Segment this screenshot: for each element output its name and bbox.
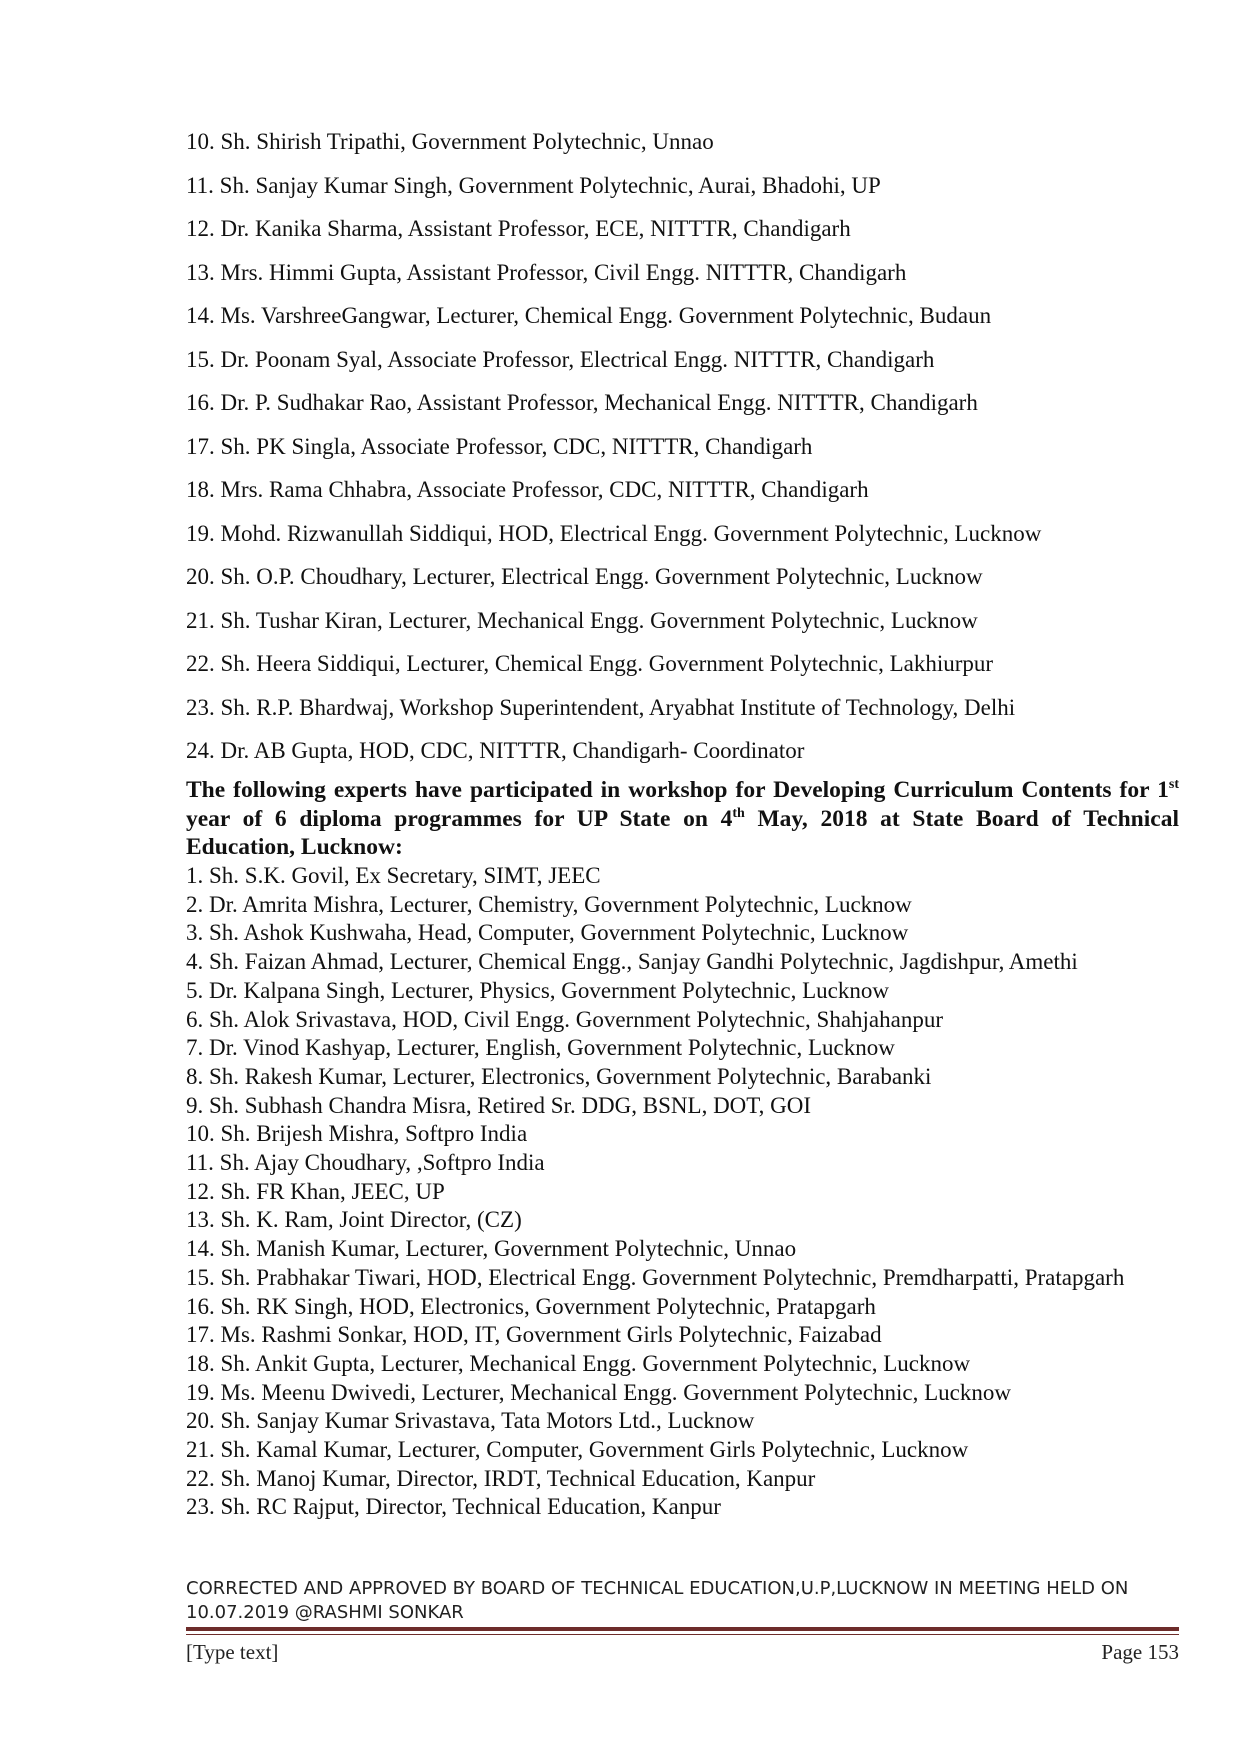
list-item: 18. Sh. Ankit Gupta, Lecturer, Mechanical Engg. Government Polytechnic, Lucknow bbox=[186, 1350, 971, 1376]
list-item: 3. Sh. Ashok Kushwaha, Head, Computer, Government Polytechnic, Lucknow bbox=[186, 920, 909, 946]
list-item: 16. Sh. RK Singh, HOD, Electronics, Government Polytechnic, Pratapgarh bbox=[186, 1293, 876, 1319]
list-item: 22. Sh. Manoj Kumar, Director, IRDT, Technical Education, Kanpur bbox=[186, 1465, 816, 1491]
list-item: 13. Sh. K. Ram, Joint Director, (CZ) bbox=[186, 1207, 522, 1233]
list-item: 6. Sh. Alok Srivastava, HOD, Civil Engg. Government Polytechnic, Shahjahanpur bbox=[186, 1006, 943, 1032]
workshop-expert-list bbox=[186, 862, 1179, 1522]
list-item: 21. Sh. Tushar Kiran, Lecturer, Mechanical Engg. Government Polytechnic, Lucknow bbox=[186, 607, 978, 633]
list-item: 12. Dr. Kanika Sharma, Assistant Professor, ECE, NITTTR, Chandigarh bbox=[186, 216, 851, 241]
list-item: 16. Dr. P. Sudhakar Rao, Assistant Professor, Mechanical Engg. NITTTR, Chandigarh bbox=[186, 390, 978, 415]
approval-note: CORRECTED AND APPROVED BY BOARD OF TECHNICAL EDUCATION,U.P,LUCKNOW IN MEETING HELD ON 10.07.2019 @RASHMI SONKAR bbox=[186, 1578, 1129, 1623]
list-item: 9. Sh. Subhash Chandra Misra, Retired Sr. DDG, BSNL, DOT, GOI bbox=[186, 1092, 812, 1118]
list-item: 15. Dr. Poonam Syal, Associate Professor, Electrical Engg. NITTTR, Chandigarh bbox=[186, 346, 935, 372]
list-item: 24. Dr. AB Gupta, HOD, CDC, NITTTR, Chandigarh- Coordinator bbox=[186, 738, 805, 763]
list-item: 8. Sh. Rakesh Kumar, Lecturer, Electronics, Government Polytechnic, Barabanki bbox=[186, 1063, 932, 1089]
list-item: 4. Sh. Faizan Ahmad, Lecturer, Chemical Engg., Sanjay Gandhi Polytechnic, Jagdishpur, Amethi bbox=[186, 949, 1078, 975]
list-item: 5. Dr. Kalpana Singh, Lecturer, Physics, Government Polytechnic, Lucknow bbox=[186, 977, 889, 1003]
list-item: 7. Dr. Vinod Kashyap, Lecturer, English, Government Polytechnic, Lucknow bbox=[186, 1035, 895, 1061]
list-item: 1. Sh. S.K. Govil, Ex Secretary, SIMT, JEEC bbox=[186, 863, 601, 888]
page-number: Page 153 bbox=[1101, 1640, 1179, 1664]
list-item: 13. Mrs. Himmi Gupta, Assistant Professor, Civil Engg. NITTTR, Chandigarh bbox=[186, 259, 907, 285]
list-item: 18. Mrs. Rama Chhabra, Associate Professor, CDC, NITTTR, Chandigarh bbox=[186, 477, 869, 502]
list-item: 23. Sh. RC Rajput, Director, Technical Education, Kanpur bbox=[186, 1494, 721, 1520]
list-item: 14. Sh. Manish Kumar, Lecturer, Government Polytechnic, Unnao bbox=[186, 1236, 797, 1262]
list-item: 10. Sh. Brijesh Mishra, Softpro India bbox=[186, 1121, 528, 1147]
list-item: 15. Sh. Prabhakar Tiwari, HOD, Electrical Engg. Government Polytechnic, Premdharpatti, Pratapgarh bbox=[186, 1264, 1125, 1290]
list-item: 21. Sh. Kamal Kumar, Lecturer, Computer, Government Girls Polytechnic, Lucknow bbox=[186, 1437, 969, 1463]
workshop-heading bbox=[186, 776, 1179, 862]
participant-list-continued bbox=[186, 127, 1186, 780]
list-item: 23. Sh. R.P. Bhardwaj, Workshop Superintendent, Aryabhat Institute of Technology, Delhi bbox=[186, 694, 1016, 720]
list-item: 22. Sh. Heera Siddiqui, Lecturer, Chemical Engg. Government Polytechnic, Lakhiurpur bbox=[186, 651, 994, 676]
heading-part-1: The following experts have participated in workshop for Developing Curriculum Contents for 1 bbox=[186, 777, 1169, 803]
heading-part-3: May, 2018 at State Board of Technical Education, Lucknow: bbox=[186, 805, 1179, 860]
footer-divider-thin bbox=[186, 1634, 1179, 1635]
heading-superscript-th: th bbox=[732, 805, 745, 821]
heading-superscript-st: st bbox=[1168, 777, 1179, 792]
list-item: 17. Ms. Rashmi Sonkar, HOD, IT, Government Girls Polytechnic, Faizabad bbox=[186, 1322, 882, 1348]
list-item: 2. Dr. Amrita Mishra, Lecturer, Chemistry, Government Polytechnic, Lucknow bbox=[186, 891, 912, 917]
list-item: 12. Sh. FR Khan, JEEC, UP bbox=[186, 1178, 445, 1204]
list-item: 14. Ms. VarshreeGangwar, Lecturer, Chemical Engg. Government Polytechnic, Budaun bbox=[186, 303, 992, 328]
list-item: 17. Sh. PK Singla, Associate Professor, CDC, NITTTR, Chandigarh bbox=[186, 433, 813, 459]
list-item: 11. Sh. Sanjay Kumar Singh, Government Polytechnic, Aurai, Bhadohi, UP bbox=[186, 172, 881, 198]
list-item: 20. Sh. Sanjay Kumar Srivastava, Tata Motors Ltd., Lucknow bbox=[186, 1408, 755, 1434]
list-item: 19. Ms. Meenu Dwivedi, Lecturer, Mechanical Engg. Government Polytechnic, Lucknow bbox=[186, 1379, 1011, 1405]
list-item: 10. Sh. Shirish Tripathi, Government Polytechnic, Unnao bbox=[186, 129, 714, 154]
list-item: 11. Sh. Ajay Choudhary, ,Softpro India bbox=[186, 1150, 545, 1176]
footer-placeholder-text: [Type text] bbox=[186, 1640, 279, 1664]
list-item: 19. Mohd. Rizwanullah Siddiqui, HOD, Electrical Engg. Government Polytechnic, Lucknow bbox=[186, 520, 1042, 546]
heading-part-2: year of 6 diploma programmes for UP State on 4 bbox=[186, 805, 733, 832]
footer-divider-thick bbox=[186, 1627, 1179, 1631]
list-item: 20. Sh. O.P. Choudhary, Lecturer, Electrical Engg. Government Polytechnic, Lucknow bbox=[186, 564, 983, 589]
